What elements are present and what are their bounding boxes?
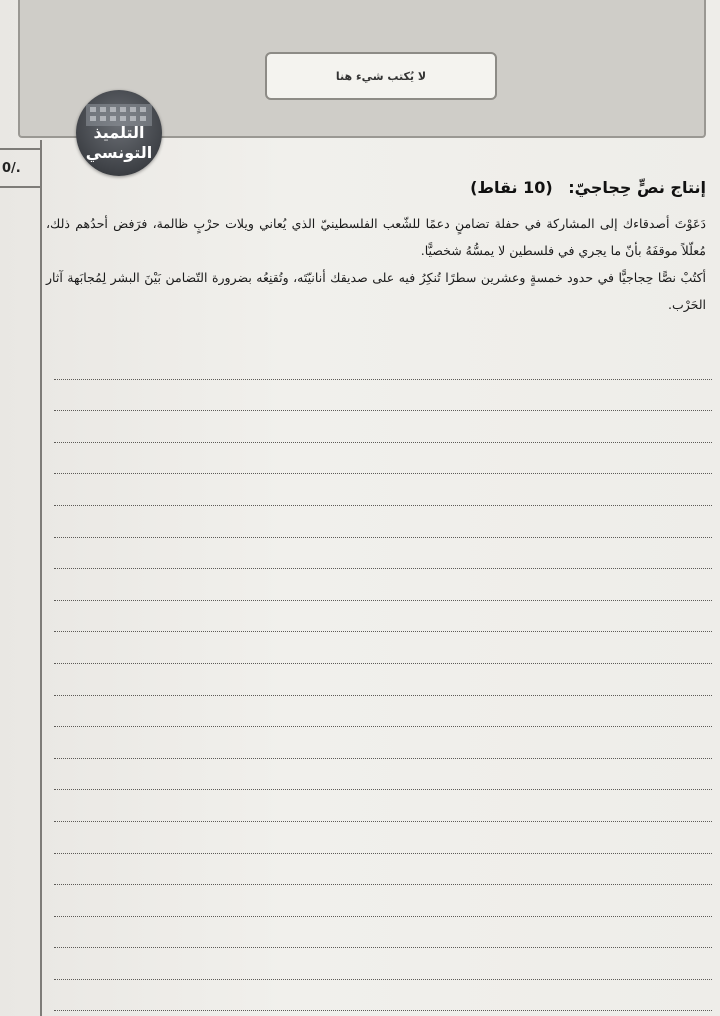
answer-line[interactable]	[54, 380, 712, 412]
answer-line[interactable]	[54, 569, 712, 601]
answer-line[interactable]	[54, 854, 712, 886]
answer-line[interactable]	[54, 885, 712, 917]
answer-line[interactable]	[54, 948, 712, 980]
section-title	[470, 178, 706, 197]
answer-line[interactable]	[54, 474, 712, 506]
answer-line[interactable]	[54, 601, 712, 633]
answer-line[interactable]	[54, 980, 712, 1012]
prompt-paragraph-1: دَعَوْتَ أصدقاءك إلى المشاركة في حفلة تضامنٍ دعمًا للشّعب الفلسطينيّ الذي يُعاني ويلات حرْبٍ ظالمة، فرَفض أحدُهم ذلك، مُعلّلاً موقفَهُ بأنّ ما يجري في فلسطين لا يمسُّهُ شخصيًّا.	[46, 216, 706, 258]
answer-line[interactable]	[54, 727, 712, 759]
answer-line[interactable]	[54, 696, 712, 728]
watermark-line2: التونسي	[85, 143, 153, 162]
section-title-text: إنتاج نصٍّ حِجاجيّ:	[568, 178, 706, 197]
answer-line[interactable]	[54, 538, 712, 570]
answer-line[interactable]	[54, 822, 712, 854]
points-label: (10 نقاط)	[470, 178, 553, 197]
answer-line[interactable]	[54, 759, 712, 791]
watermark-line1: التلميذ	[93, 123, 145, 142]
answer-line[interactable]	[54, 790, 712, 822]
margin-column	[0, 140, 42, 1016]
answer-line[interactable]	[54, 917, 712, 949]
answer-line[interactable]	[54, 664, 712, 696]
answer-lines[interactable]	[54, 348, 712, 1011]
score-box: 0/.	[0, 148, 40, 188]
prompt-paragraph-2: أكتُبْ نصًّا حِجاجيًّا في حدود خمسةٍ وعشرين سطرًا تُنكِرُ فيه على صديقك أنانيّتَه، وتُقنِعُه بضرورة التّضامن بَيْنَ البشر لِمُجابَهة آثار الحَرْب.	[46, 270, 706, 312]
answer-line[interactable]	[54, 506, 712, 538]
answer-line[interactable]	[54, 348, 712, 380]
answer-line[interactable]	[54, 411, 712, 443]
no-write-notice: لا يُكتب شيء هنا	[265, 52, 497, 100]
question-content	[46, 140, 712, 1016]
answer-line[interactable]	[54, 443, 712, 475]
answer-line[interactable]	[54, 632, 712, 664]
